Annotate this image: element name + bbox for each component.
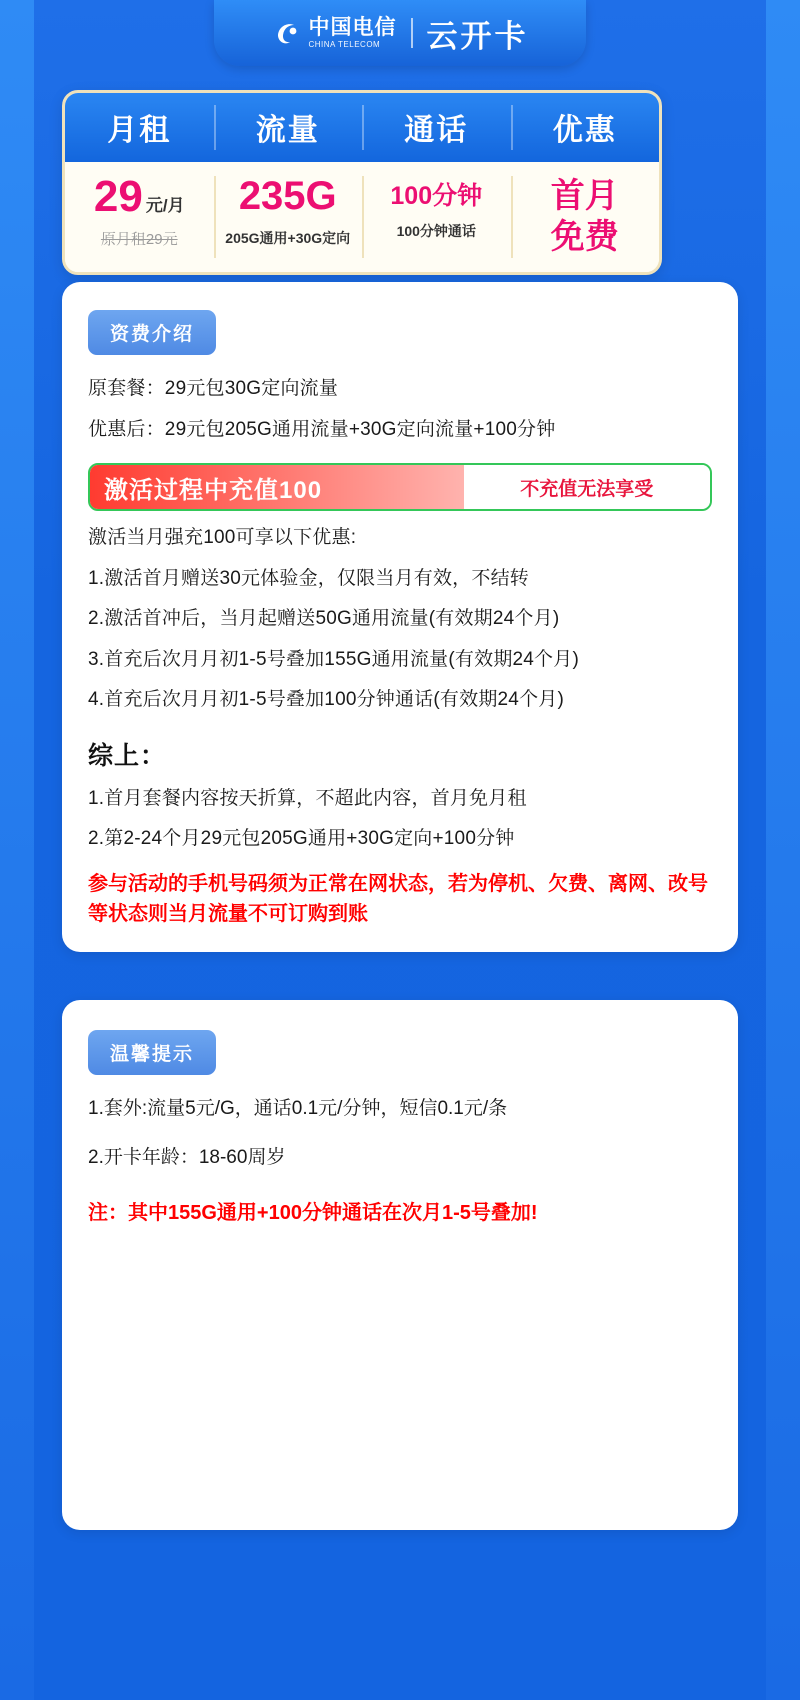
voice-amount: 100分钟 <box>390 182 483 210</box>
monthly-fee-unit: 元/月 <box>145 196 185 215</box>
spec-value-voice <box>362 162 511 272</box>
spec-value-promo <box>511 162 660 272</box>
brand-plate <box>214 0 586 66</box>
promo-line-2: 免费 <box>550 218 619 257</box>
spec-header-promo: 优惠 <box>511 93 660 162</box>
summary-item-1: 1.首月套餐内容按天折算，不超此内容，首月免月租 <box>88 787 527 809</box>
data-amount: 235G <box>238 174 337 218</box>
tips-note: 注：其中155G通用+100分钟通话在次月1-5号叠加! <box>88 1202 538 1224</box>
plan-spec-card <box>62 90 662 275</box>
plan-spec-value-row <box>65 162 659 272</box>
logo-divider <box>411 18 413 48</box>
tariff-line-original: 原套餐：29元包30G定向流量 <box>88 378 339 399</box>
summary-item-2: 2.第2-24个月29元包205G通用+30G定向+100分钟 <box>88 828 515 850</box>
spec-header-monthly-fee: 月租 <box>107 114 172 147</box>
data-breakdown: 205G通用+30G定向 <box>225 230 351 246</box>
spec-header-data: 流量 <box>214 93 363 162</box>
recharge-requirement-banner <box>88 463 712 511</box>
tariff-section-tag: 资费介绍 <box>88 310 216 355</box>
activation-condition: 激活当月强充100可享以下优惠: <box>88 527 357 549</box>
benefit-item-3: 3.首充后次月月初1-5号叠加155G通用流量(有效期24个月) <box>88 648 579 670</box>
original-monthly-fee: 原月租29元 <box>100 231 178 249</box>
china-telecom-logo-icon <box>272 18 302 48</box>
plan-spec-header-row <box>65 93 659 162</box>
tips-section-tag: 温馨提示 <box>88 1030 216 1075</box>
summary-title: 综上： <box>88 741 167 770</box>
tariff-info-panel <box>62 282 738 952</box>
recharge-requirement-warning: 不充值无法享受 <box>464 465 710 509</box>
page-header <box>0 0 800 76</box>
right-rail-decoration <box>766 0 800 1700</box>
china-telecom-logo <box>272 17 397 49</box>
left-rail-decoration <box>0 0 34 1700</box>
spec-value-monthly-fee <box>65 162 214 272</box>
tip-item-1: 1.套外:流量5元/G，通话0.1元/分钟，短信0.1元/条 <box>88 1098 508 1119</box>
spec-value-data <box>214 162 363 272</box>
tips-panel <box>62 1000 738 1530</box>
eligibility-warning: 参与活动的手机号码须为正常在网状态，若为停机、欠费、离网、改号等状态则当月流量不可订购到账 <box>88 872 708 925</box>
recharge-requirement-label: 激活过程中充值100 <box>90 465 464 509</box>
monthly-fee-amount-wrap <box>67 174 212 220</box>
spec-header-voice: 通话 <box>362 93 511 162</box>
logo-text-en: CHINA TELECOM <box>308 40 381 49</box>
benefit-item-2: 2.激活首冲后，当月起赠送50G通用流量(有效期24个月) <box>88 608 560 630</box>
benefit-item-4: 4.首充后次月月初1-5号叠加100分钟通话(有效期24个月) <box>88 689 564 711</box>
monthly-fee-amount: 29 <box>93 172 143 221</box>
page-title: 云开卡 <box>426 18 529 54</box>
tip-item-2: 2.开卡年龄：18-60周岁 <box>88 1146 286 1168</box>
tariff-line-discounted: 优惠后：29元包205G通用流量+30G定向流量+100分钟 <box>88 418 556 440</box>
voice-breakdown: 100分钟通话 <box>396 223 476 239</box>
benefit-item-1: 1.激活首月赠送30元体验金，仅限当月有效，不结转 <box>88 567 529 589</box>
logo-text-cn: 中国电信 <box>308 16 397 39</box>
promo-line-1: 首月 <box>550 177 619 215</box>
